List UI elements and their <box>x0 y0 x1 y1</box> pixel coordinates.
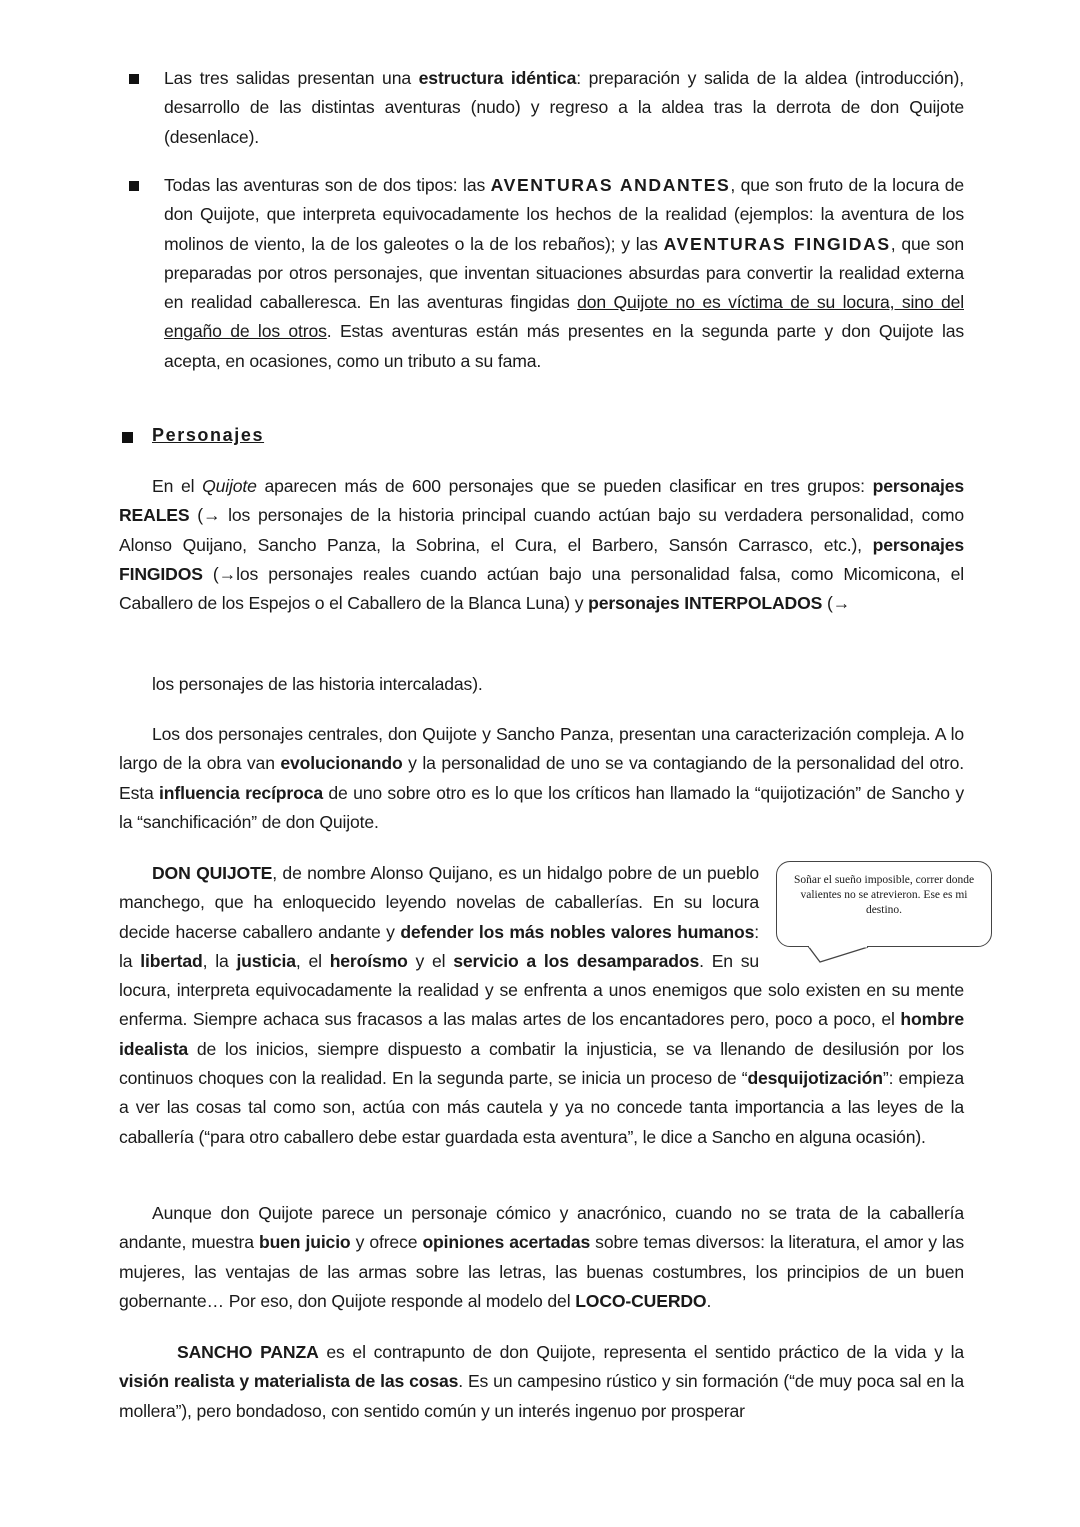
paragraph-character-groups <box>119 472 964 618</box>
text-segment: , que son preparadas por otros personajes, que inventan situaciones absurdas para convertir la realidad externa en realidad caballeresca. En las aventuras fingidas <box>164 233 964 313</box>
bullet-square-icon <box>129 74 139 84</box>
paragraph-central-characters <box>119 720 964 837</box>
paragraph-sancho-panza <box>119 1338 964 1426</box>
text-segment: Las tres salidas presentan una <box>164 68 419 88</box>
text-segment: : preparación y salida de la aldea (introducción), desarrollo de las distintas aventuras (nudo) y regreso a la aldea tras la derrota de don Quijote (desenlace). <box>164 68 964 147</box>
text-segment: Todas las aventuras son de dos tipos: las <box>164 175 491 195</box>
bold-text: visión realista y materialista de las cosas <box>119 1371 459 1392</box>
text-segment: (→ <box>822 593 851 614</box>
paragraph-character-groups-cont <box>119 670 964 699</box>
bullet-adventure-types <box>164 171 964 376</box>
bullet-square-icon <box>129 181 139 191</box>
text-segment: Los dos personajes centrales, don Quijote y Sancho Panza, presentan una caracterización compleja. A lo largo de la obra van <box>119 724 964 774</box>
bold-text: libertad <box>140 950 203 971</box>
text-segment: (→ los personajes de la historia principal cuando actúan bajo su verdadera personalidad, como Alonso Quijano, Sancho Panza, la Sobrina, el Cura, el Barbero, Sansón Carrasco, etc.), <box>119 505 964 555</box>
bold-text: LOCO-CUERDO <box>575 1290 707 1311</box>
paragraph-loco-cuerdo <box>119 1199 964 1316</box>
text-segment: , de nombre Alonso Quijano, es un hidalgo pobre de un pueblo manchego, que ha enloquecido leyendo novelas de caballerías. En su locura decide hacerse caballero andante y <box>119 863 759 942</box>
text-segment: de uno sobre otro es lo que los críticos han llamado la “quijotización” de Sancho y la “sanchificación” de don Quijote. <box>119 782 964 832</box>
speech-bubble <box>776 861 992 947</box>
bullet-structure <box>164 64 964 152</box>
text-segment: . <box>706 1290 712 1311</box>
bold-text: justicia <box>236 950 296 971</box>
text-segment: (→los personajes reales cuando actúan bajo una personalidad falsa, como Micomicona, el Caballero de los Espejos o el Caballero de la Blanca Luna) y <box>119 563 964 614</box>
bold-text: estructura idéntica <box>418 68 577 88</box>
bold-text: personajes FINGIDOS <box>119 534 964 584</box>
bold-text: heroísmo <box>329 950 408 971</box>
bold-text: servicio a los desamparados <box>453 950 700 971</box>
bold-text: hombre idealista <box>119 1009 964 1059</box>
speech-bubble-tail <box>808 946 878 966</box>
text-segment: sobre temas diversos: la literatura, el amor y las mujeres, las ventajas de las armas sobre las letras, las buenas costumbres, los principios de un buen gobernante… Por eso, don Quijote responde al modelo del <box>119 1232 965 1311</box>
bold-text: defender los más nobles valores humanos <box>400 921 755 942</box>
text-segment: En el <box>152 476 203 496</box>
bold-text: SANCHO PANZA <box>177 1342 319 1362</box>
text-segment: , la <box>202 950 237 971</box>
bold-text: DON QUIJOTE <box>152 863 273 883</box>
text-segment: y la personalidad de uno se va contagiando de la personalidad del otro. Esta <box>119 753 964 803</box>
bold-text: personajes REALES <box>119 476 965 526</box>
italic-text: Quijote <box>202 476 257 496</box>
text-segment: aparecen más de 600 personajes que se pueden clasificar en tres grupos: <box>256 476 873 496</box>
text-segment: , que son fruto de la locura de don Quijote, que interpreta equivocadamente los hechos de la realidad (ejemplos: la aventura de los molinos de viento, la de los galeotes o la de los rebaños); y las <box>164 175 964 254</box>
section-title: Personajes <box>152 425 265 445</box>
bold-text: AVENTURAS ANDANTES <box>490 175 731 195</box>
bold-text: opiniones acertadas <box>422 1232 591 1253</box>
section-square-icon <box>122 432 133 443</box>
text-segment: : la <box>119 921 759 971</box>
bold-text: desquijotización <box>747 1068 883 1089</box>
bold-text: buen juicio <box>258 1232 351 1253</box>
text-segment: y el <box>407 950 454 971</box>
text-segment: de los inicios, siempre dispuesto a combatir la injusticia, se va llenando de desilusión por los continuos choques con la realidad. En la segunda parte, se inicia un proceso de “ <box>119 1038 964 1089</box>
text-segment: . Es un campesino rústico y sin formación (“de muy poca sal en la mollera”), pero bondadoso, con sentido común y un interés ingenuo por prosperar <box>119 1371 964 1421</box>
underlined-text: don Quijote no es víctima de su locura, sino del engaño de los otros <box>164 292 964 342</box>
text-segment: los personajes de las historia intercaladas). <box>152 674 483 694</box>
text-segment: y ofrece <box>350 1232 423 1253</box>
text-segment: es el contrapunto de don Quijote, representa el sentido práctico de la vida y la <box>318 1342 964 1362</box>
bold-text: evolucionando <box>280 753 403 774</box>
text-segment: Aunque don Quijote parece un personaje cómico y anacrónico, cuando no se trata de la caballería andante, muestra <box>119 1203 964 1253</box>
bold-text: personajes INTERPOLADOS <box>588 593 823 614</box>
bold-text: influencia recíproca <box>159 782 323 803</box>
text-segment: . Estas aventuras están más presentes en la segunda parte y don Quijote las acepta, en ocasiones, como un tributo a su fama. <box>164 321 965 371</box>
text-segment: ”: empieza a ver las cosas tal como son, actúa con más cautela y ya no concede tanta importancia a las leyes de la caballería (“para otro caballero debe estar guardada esta aventura”, le dice a Sancho en alguna ocasión). <box>119 1068 964 1147</box>
bold-text: AVENTURAS FINGIDAS <box>663 233 891 254</box>
speech-bubble-text: Soñar el sueño imposible, correr donde valientes no se atrevieron. Ese es mi destino. <box>793 874 975 916</box>
text-segment: , el <box>295 950 330 971</box>
text-segment: . En su locura, interpreta equivocadamente la realidad y se enfrenta a unos enemigos que solo existen en su mente enferma. Siempre achaca sus fracasos a las malas artes de los encantadores pero, poco a poco, el <box>119 950 964 1030</box>
